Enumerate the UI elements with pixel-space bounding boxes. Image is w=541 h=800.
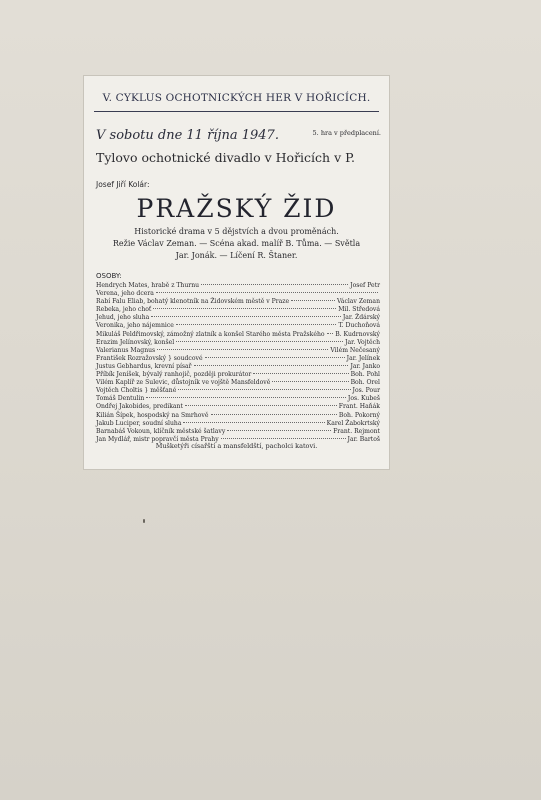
actor: Vilém Nečesaný [330,346,380,354]
actor: Václav Zeman [336,298,380,306]
performance-date: V sobotu dne 11 října 1947. [96,128,279,143]
cast-row [96,387,380,395]
role: Veronika, jeho nájemnice [96,322,174,330]
cast-row [96,306,380,314]
role: Příbík Jeníšek, bývalý ranhojič, později prokurátor [96,371,252,379]
actor: Jos. Kubeš [347,395,380,403]
cast-row [96,347,380,355]
credits-line-2: Jar. Jonák. — Líčení R. Štaner. [175,251,298,260]
role: Mikuláš Peldřimovský, zámožný zlatník a konšel Starého města Pražského [96,330,325,338]
role: Vojtěch Choltis } měšťané [96,387,177,395]
author: Josef Jiří Kolár: [96,180,150,189]
subscription-note: 5. hra v předplacení. [312,129,381,137]
credits-line-1: Režie Václav Zeman. — Scéna akad. malíř B. Tůma. — Světla [112,239,361,248]
actor: Boh. Pohl [350,371,380,379]
leader-dots [185,405,337,406]
role: Barnabáš Vokoun, klíčník městské šatlavy [96,427,226,435]
divider [94,111,379,112]
leader-dots [178,389,350,390]
actor: Jar. Janko [350,362,380,370]
program-clipping [84,76,389,469]
cast-row [96,355,380,363]
role: Verena, jeho dcera [96,290,154,298]
cast-row [96,395,380,403]
leader-dots [194,365,349,366]
cast-row [96,282,380,290]
cast-row [96,331,380,339]
leader-dots [151,316,341,317]
leader-dots [221,438,346,439]
role: Rabí Falu Eliab, bohatý klenotník na Židovském městě v Praze [96,298,290,306]
leader-dots [176,324,337,325]
actor: Karel Žabokrtský [326,419,380,427]
role: Vilém Kaplíř ze Sulevic, důstojník ve vojště Mansfeldově [96,379,271,387]
ink-speck [143,519,145,523]
leader-dots [176,341,343,342]
cast-row [96,379,380,387]
actor: Jar. Ždárský [342,314,380,322]
cast-row [96,428,380,436]
leader-dots [327,333,334,334]
actor: Jar. Vojtěch [345,338,380,346]
leader-dots [183,422,324,423]
actor: T. Duchoňová [338,322,380,330]
role: Kilián Šípek, hospodský na Smrhově [96,411,209,419]
actor: Jos. Pour [352,387,380,395]
cast-row [96,290,380,298]
role: Erazim Jelínovský, konšel [96,338,175,346]
leader-dots [201,284,348,285]
actor: Frant. Rejmont [333,427,380,435]
leader-dots [272,381,348,382]
cast-list [96,282,380,444]
play-description [94,226,379,262]
leader-dots [157,349,328,350]
role: Tomáš Dentulin [96,395,145,403]
cast-row [96,298,380,306]
leader-dots [253,373,348,374]
cast-row [96,403,380,411]
subtitle: Historické drama v 5 dějstvích a dvou proměnách. [134,227,339,236]
actor: Boh. Pokorný [338,411,380,419]
cast-row [96,363,380,371]
role: Valerianus Magnus [96,346,156,354]
leader-dots [156,292,378,293]
role: František Rozražovský } soudcové [96,354,203,362]
date-line [96,124,381,143]
cast-row [96,412,380,420]
cast-row [96,314,380,322]
role: Hendrych Mates, hrabě z Thurnu [96,282,200,289]
leader-dots [205,357,345,358]
leader-dots [153,308,336,309]
role: Jan Mydlář, mistr popravčí města Prahy [96,435,219,443]
actor: Jar. Bartoš [347,435,380,443]
cycle-heading: V. CYKLUS OCHOTNICKÝCH HER V HOŘICÍCH. [102,92,371,104]
play-title: PRAŽSKÝ ŽID [136,194,337,223]
theatre-name: Tylovo ochotnické divadlo v Hořicích v P. [96,150,355,165]
footer-note: Mušketýři císařští a mansfeldští, pacholci katovi. [155,442,318,450]
role: Ondřej Jakobides, predikant [96,403,183,411]
cast-row [96,371,380,379]
actor: Jar. Jelínek [346,354,380,362]
role: Jehud, jeho sluha [96,314,150,322]
leader-dots [227,430,331,431]
cast-row [96,339,380,347]
leader-dots [291,300,335,301]
leader-dots [211,414,337,415]
actor: B. Kudrnovský [335,330,380,338]
role: Justus Gebhardus, krevní písař [96,362,192,370]
role: Jakub Luciper, soudní sluha [96,419,182,427]
role: Rebeka, jeho choť [96,306,152,314]
leader-dots [146,397,346,398]
cast-row [96,420,380,428]
cast-heading: OSOBY: [96,272,122,280]
cast-row [96,322,380,330]
actor: Josef Petr [350,282,380,289]
actor: Boh. Orel [350,379,380,387]
actor: Frant. Haňák [338,403,380,411]
actor: Mil. Středová [338,306,380,314]
